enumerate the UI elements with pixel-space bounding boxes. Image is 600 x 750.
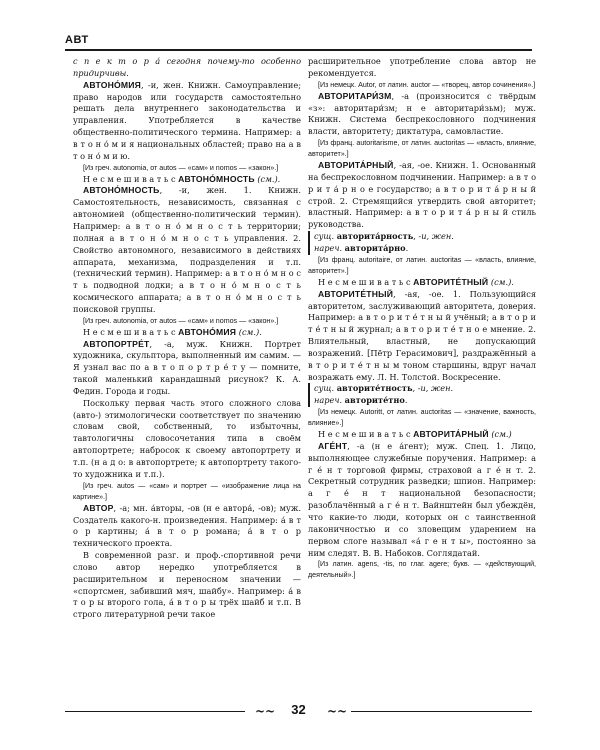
entry-avtor [73,503,301,550]
entry-avtonomiya [73,80,301,163]
right-column [308,56,536,696]
derivative-noun: сущ. авторита́рность, -и, жен. [308,231,536,243]
header-rule [65,49,532,51]
definition: , -ая, -ое. 1. Пользующийся авторитетом, заслуживающий авторитета, доверия. Например: а в т о р и т е́ т н ы й учёный; а в т о р и т е́ т н ы й журнал; а в т о р и т е́ т н о е мнение. 2. Влиятельный, властный, не допускающий возражений. [Пётр Герасимович], раздражённый а в т о р и т е́ т н ы м тоном старшины, вдруг начал возражать ему. Л. Н. Толстой. Воскресение. [308,288,536,382]
definition: , -и, жен. 1. Книжн. Самостоятельность, независимость, связанная с автономией (общественно-политический термин). Например: а в т о н о́ м н о с т ь территории; полная а в т о н о́ м н о с т ь управления. 2. Свойство автономного, независимого в действиях аппарата, механизма, подразделения и т.п. (технический термин). Например: а в т о н о́ м н о с т ь подводной лодки; а в т о н о́ м н о с т ь космического аппарата; а в т о н о́ м н о с т ь поисковой группы. [73,185,301,314]
etymology: [Из немецк. Autor, от латин. auctor — «творец, автор сочинения».] [318,80,536,89]
etymology: [Из немецк. Autoritt, от латин. auctoritas — «значение, важность, влияние».] [308,408,536,428]
etymology: [Из франц. autoritarisme, от латин. auctoritas — «власть, влияние, авторитет».] [308,139,536,159]
entry-avtonomnost [73,185,301,315]
etymology: [Из греч. autos — «сам» и портрет — «изображение лица на картине».] [73,481,301,501]
page-footer [65,700,532,722]
headword: АВТОР [83,502,114,513]
etymology: [Из латин. agens, -tis, по глаг. agere; букв. — «действующий, деятельный».] [308,560,536,580]
definition: , -а; мн. а́вторы, -ов (н е автора́, -ов); муж. Создатель какого-н. произведения. Например: а́ в т о р картины; а́ в т о р романа; а́ в т о р технического проекта. [73,502,301,549]
derivative-noun: сущ. авторите́тность, -и, жен. [308,383,536,395]
definition: , -а, муж. Книжн. Портрет художника, скульптора, выполненный им самим. — Я узнал вас по а в т о п о р т р е́ т у — помните, такой маленький карандашный рисунок? К. А. Федин. Города и годы. [73,338,301,396]
definition: , -а (н е а́гент); муж. Спец. 1. Лицо, выполняющее служебные поручения. Например: а г е́ н т торговой фирмы, страховой а г е́ н т. 2. Секретный сотрудник разведки; шпион. Например: а г е́ н т национальной безопасности; разоблачённый а г е́ н т. Вайнштейн был убеждён, что какие-то люди, которых он с таинственной лаконичностью и со зловещим ударением на первом слоге называл «а́ г е н т ы», постоянно за ним следят. В. В. Набоков. Соглядатай. [308,440,536,558]
derivative-adverb: нареч. авторита́рно. [308,243,536,255]
etymology: [Из греч. autonomia, от autos — «сам» и nomos — «закон».] [83,316,279,325]
derivative-adverb: нареч. авторите́тно. [308,395,536,407]
headword: АВТОНО́МНОСТЬ [83,185,160,196]
entry-avtoritarny [308,160,536,231]
entry-agent [308,441,536,559]
entry-avtoritetny [308,289,536,384]
page-header [65,30,532,52]
continued-text: с п е к т о р а́ сегодня почему-то особенно придирчивы. [73,56,301,78]
usage-note: Н е с м е ш и в а т ь с АВТОРИТЕ́ТНЫЙ (см.). [318,276,514,287]
headword: АВТОНО́МИЯ [83,79,142,90]
usage-paragraph: В современной разг. и проф.-спортивной речи слово автор нередко употребляется в расширительном и переносном значении — «спортсмен, забивший мяч, шайбу». Например: а́ в т о р ы второго гола, а́ в т о р ы трёх шайб и т.п. В строго литературной речи такое [73,550,301,620]
headword: АВТОРИТЕ́ТНЫЙ [318,288,394,299]
page-number: 32 [291,702,306,717]
headword: АВТОРИТА́РНЫЙ [318,160,394,171]
headword: АВТОРИТАРИ́ЗМ [318,90,392,101]
usage-paragraph: Поскольку первая часть этого сложного слова (авто-) этимологически соответствует по значению словам свой, собственный, то избыточны, тавтологичны словосочетания типа в своём автопортрете; набросок к своему автопортрету и т.п. (н а д о: в автопортрете; к автопортрету такого-то художника и т.п.). [73,397,301,479]
etymology: [Из франц. autoritaire, от латин. auctoritas — «власть, влияние, авторитет».] [308,255,536,275]
continued-text: расширительное употребление слова автор не рекомендуется. [308,56,536,78]
ornament-right-icon: ~~ [327,704,348,718]
footer-rule-right [351,711,532,712]
running-head: АВТ [65,34,89,46]
definition: , -ая, -ое. Книжн. 1. Основанный на беспрекословном подчинении. Например: а в т о р и т а́ р н о е государство; а в т о р и т а́ р н ы й строй. 2. Стремящийся утвердить свой авторитет; властный. Например: а в т о р и т а́ р н ы й стиль руководства. [308,160,536,230]
usage-note: Н е с м е ш и в а т ь с АВТОНО́МНОСТЬ (см.). [83,173,281,184]
left-column [73,56,301,696]
etymology: [Из греч. autonomia, от autos — «сам» и nomos — «закон».] [83,163,279,172]
usage-note: Н е с м е ш и в а т ь с АВТОРИТА́РНЫЙ (см.) [318,429,512,440]
definition: , -а (произносится с твёрдым «з»: авторитари́зм; н е авторитари́зьм); муж. Книжн. Система беспрекословного подчинения власти, авторитету; диктатура, самовластие. [308,90,536,137]
entry-avtoritarizm [308,91,536,138]
entry-avtoportret [73,339,301,398]
ornament-left-icon: ~~ [255,704,276,718]
headword: АГЕ́НТ [318,440,348,451]
definition: , -и, жен. Книжн. Самоуправление; право народов или государств самостоятельно решать дела внутреннего законодательства и управления. Употребляется в качестве общественно-политического термина. Например: а в т о н о́ м и я национальных областей; право на а в т о н о́ м и ю. [73,79,301,161]
headword: АВТОПОРТРЕ́Т [83,338,150,349]
usage-note: Н е с м е ш и в а т ь с АВТОНО́МИЯ (см.). [83,326,262,337]
